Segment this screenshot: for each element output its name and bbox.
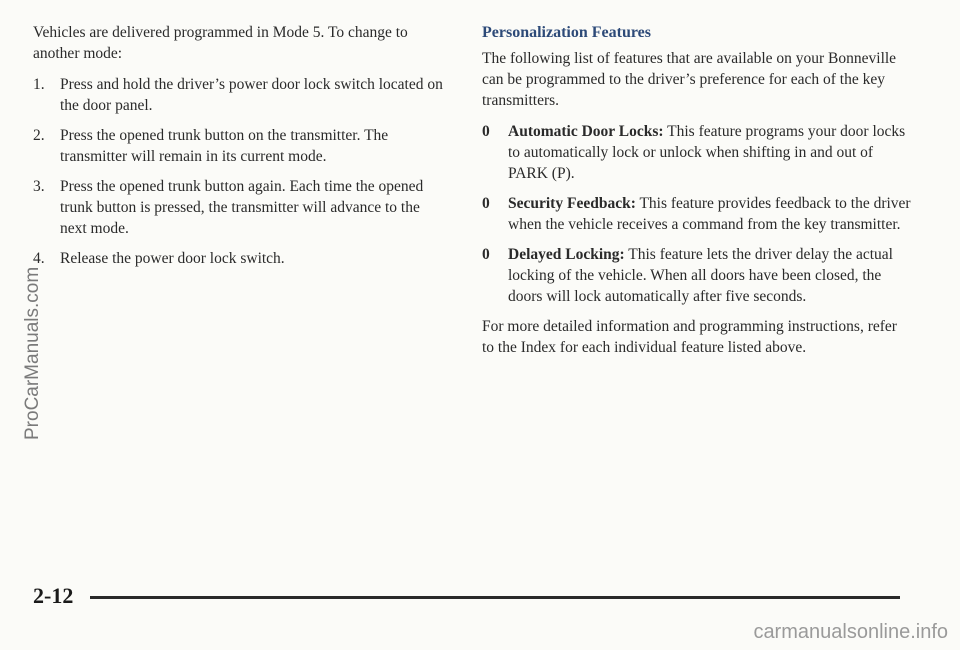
step-item [33,125,443,167]
step-text: Release the power door lock switch. [60,250,285,267]
feature-term: Automatic Door Locks: [508,123,664,140]
feature-description: This feature provides feedback to the driver when the vehicle receives a command from the key transmitter. [508,195,911,233]
side-watermark-text: ProCarManuals.com [22,266,43,440]
step-text: Press and hold the driver’s power door lock switch located on the door panel. [60,76,443,114]
section-title: Personalization Features [482,24,652,41]
step-number: 2. [33,127,45,144]
page-number: 2-12 [33,583,74,608]
bullet-mark: 0 [482,246,490,263]
bullet-mark: 0 [482,123,490,140]
features-outro: For more detailed information and programming instructions, refer to the Index for each individual feature listed above. [482,318,897,356]
bottom-watermark: carmanualsonline.info [753,621,948,643]
step-item [33,248,443,269]
right-column [482,22,912,368]
features-list [482,121,912,307]
step-item [33,74,443,116]
footer-rule [90,596,900,599]
features-intro: The following list of features that are available on your Bonneville can be programmed to the driver’s preference for each of the key transmitters. [482,50,897,109]
feature-description: This feature programs your door locks to automatically lock or unlock when shifting in and out of PARK (P). [508,123,906,182]
feature-item [482,193,912,235]
mode-intro: Vehicles are delivered programmed in Mode 5. To change to another mode: [33,24,408,62]
step-number: 4. [33,250,45,267]
step-number: 3. [33,178,45,195]
left-column [33,22,443,278]
bullet-mark: 0 [482,195,490,212]
feature-term: Security Feedback: [508,195,636,212]
feature-description: This feature lets the driver delay the actual locking of the vehicle. When all doors have been closed, the doors will lock automatically after five seconds. [508,246,893,305]
feature-term: Delayed Locking: [508,246,625,263]
feature-item [482,121,912,184]
mode-steps-list [33,74,443,269]
step-item [33,176,443,239]
step-number: 1. [33,76,45,93]
feature-item [482,244,912,307]
step-text: Press the opened trunk button on the transmitter. The transmitter will remain in its current mode. [60,127,389,165]
step-text: Press the opened trunk button again. Each time the opened trunk button is pressed, the transmitter will advance to the next mode. [60,178,424,237]
